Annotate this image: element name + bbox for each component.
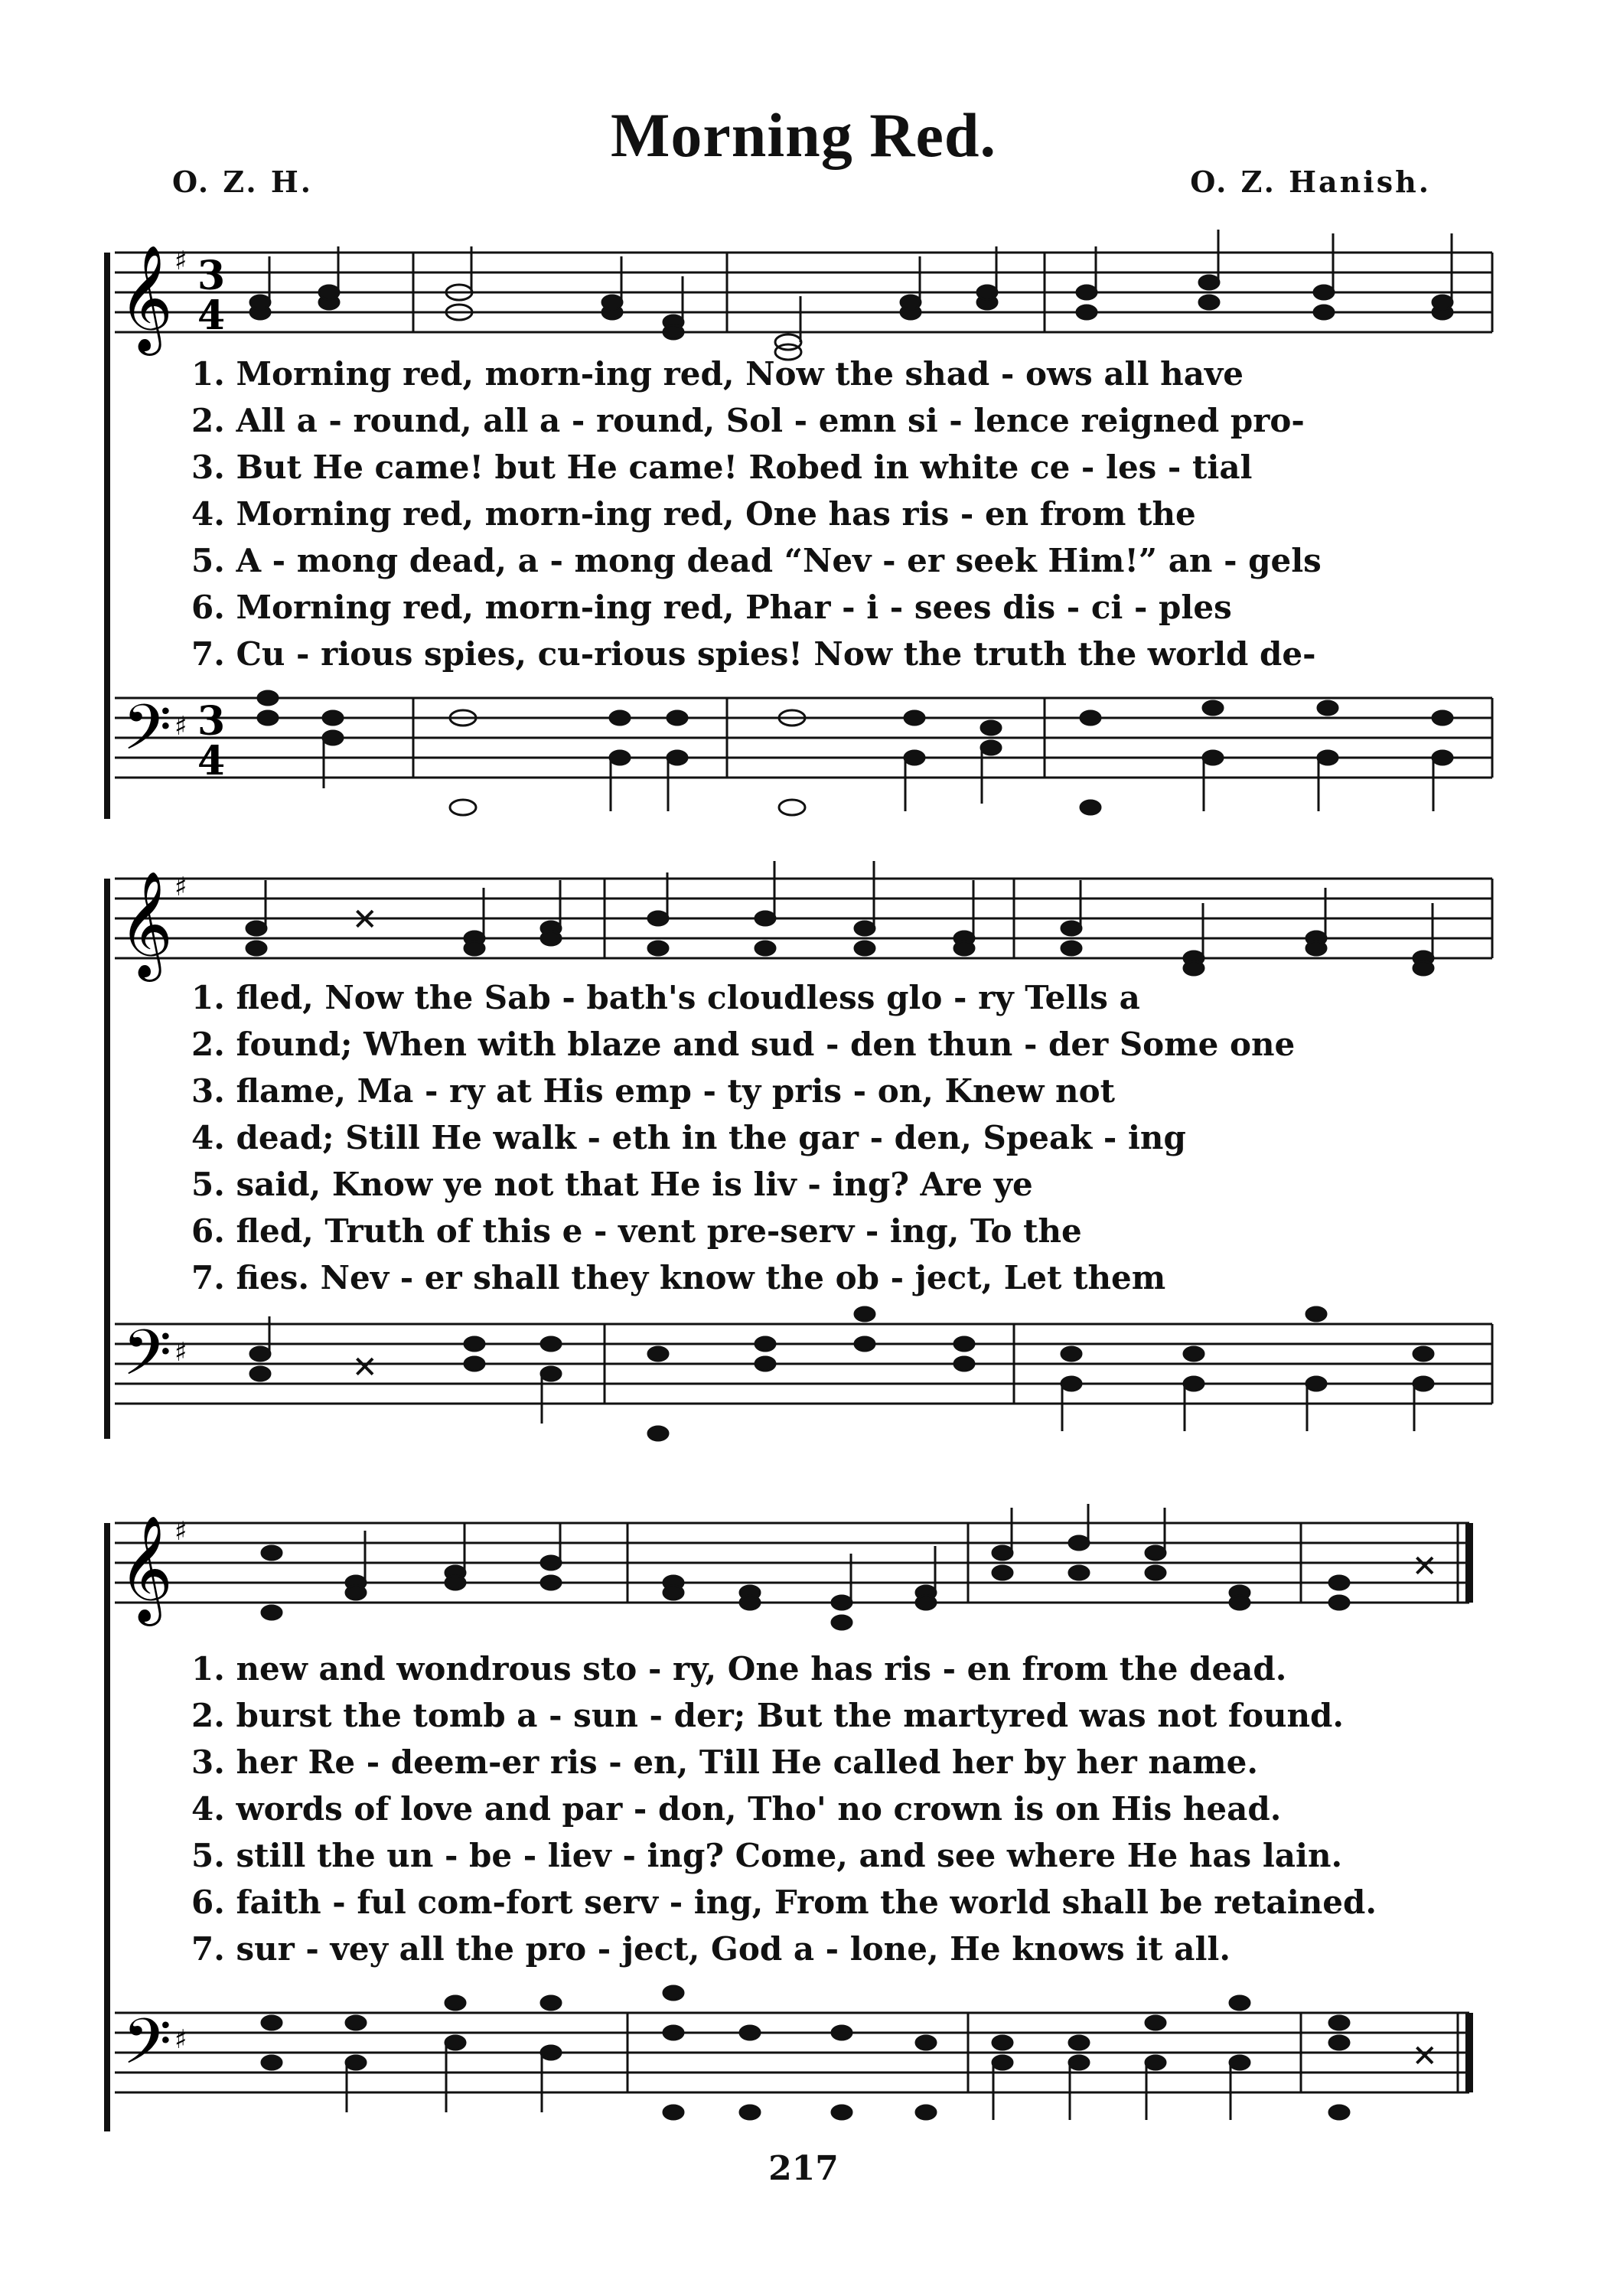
lyric-line: 6. fled, Truth of this e - vent pre-serv - ing, To the: [191, 1212, 1082, 1250]
lyric-line: 4. dead; Still He walk - eth in the gar - den, Speak - ing: [191, 1119, 1186, 1156]
treble-clef-icon: 𝄞: [119, 245, 173, 351]
time-signature-bottom: 4: [197, 292, 226, 339]
lyric-line: 2. found; When with blaze and sud - den thun - der Some one: [191, 1026, 1296, 1063]
lyric-line: 2. All a - round, all a - round, Sol - emn si - lence reigned pro-: [191, 402, 1305, 439]
lyric-line: 7. Cu - rious spies, cu-rious spies! Now the truth the world de-: [191, 635, 1316, 673]
lyric-line: 1. Morning red, morn-ing red, Now the shad - ows all have: [191, 355, 1244, 393]
treble-notes-system-1: [250, 230, 1452, 360]
lyric-line: 5. A - mong dead, a - mong dead “Nev - er seek Him!” an - gels: [191, 542, 1322, 579]
treble-staff-system-3: [0, 1500, 1607, 1653]
lyrics-system-3: [191, 1645, 1454, 1972]
lyric-line: 7. sur - vey all the pro - ject, God a - lone, He knows it all.: [191, 1930, 1231, 1968]
bass-clef-icon: 𝄢: [122, 2004, 172, 2094]
key-signature-sharp: ♯: [174, 2024, 187, 2055]
svg-text:✕: ✕: [352, 902, 378, 938]
lyric-line: 2. burst the tomb a - sun - der; But the martyred was not found.: [191, 1697, 1345, 1734]
lyric-line: 4. Morning red, morn-ing red, One has ris - en from the: [191, 495, 1196, 533]
treble-clef-icon: 𝄞: [119, 1515, 173, 1622]
bass-staff-system-2: [0, 1301, 1607, 1454]
svg-text:✕: ✕: [1412, 1549, 1438, 1584]
lyric-line: 6. Morning red, morn-ing red, Phar - i - sees dis - ci - ples: [191, 589, 1232, 626]
bass-staff-system-3: [0, 1982, 1607, 2143]
lyric-line: 3. flame, Ma - ry at His emp - ty pris - on, Knew not: [191, 1072, 1115, 1110]
bass-staff-system-1: [0, 673, 1607, 842]
lyric-line: 1. fled, Now the Sab - bath's cloudless glo - ry Tells a: [191, 979, 1140, 1016]
bass-clef-icon: 𝄢: [122, 690, 172, 780]
key-signature-sharp: ♯: [174, 711, 187, 742]
key-signature-sharp: ♯: [174, 246, 187, 276]
time-signature-top: 3: [197, 698, 226, 745]
lyric-line: 7. fies. Nev - er shall they know the ob - ject, Let them: [191, 1259, 1166, 1296]
lyric-line: 1. new and wondrous sto - ry, One has ris - en from the dead.: [191, 1650, 1287, 1688]
bass-notes-system-1: [258, 691, 1452, 815]
lyrics-system-1: [191, 351, 1454, 677]
music-credit: O. Z. Hanish.: [1190, 165, 1431, 199]
key-signature-sharp: ♯: [174, 1337, 187, 1368]
svg-text:✕: ✕: [352, 1350, 378, 1385]
lyric-line: 5. still the un - be - liev - ing? Come, and see where He has lain.: [191, 1837, 1343, 1874]
lyric-line: 3. her Re - deem-er ris - en, Till He called her by her name.: [191, 1743, 1258, 1781]
words-credit: O. Z. H.: [172, 165, 313, 199]
lyric-line: 3. But He came! but He came! Robed in white ce - les - tial: [191, 448, 1253, 486]
time-signature-bottom: 4: [197, 738, 226, 784]
lyrics-system-2: [191, 974, 1454, 1301]
time-signature-top: 3: [197, 253, 226, 299]
page-number: 217: [768, 2149, 839, 2188]
hymn-title: Morning Red.: [611, 100, 996, 170]
bass-notes-system-2: [250, 1307, 1433, 1440]
svg-text:✕: ✕: [1412, 2039, 1438, 2074]
bass-clef-icon: 𝄢: [122, 1316, 172, 1405]
key-signature-sharp: ♯: [174, 872, 187, 902]
lyric-line: 6. faith - ful com-fort serv - ing, From the world shall be retained.: [191, 1883, 1377, 1921]
lyric-line: 4. words of love and par - don, Tho' no crown is on His head.: [191, 1790, 1282, 1828]
key-signature-sharp: ♯: [174, 1516, 187, 1547]
treble-clef-icon: 𝄞: [119, 871, 173, 977]
lyric-line: 5. said, Know ye not that He is liv - ing? Are ye: [191, 1166, 1033, 1203]
